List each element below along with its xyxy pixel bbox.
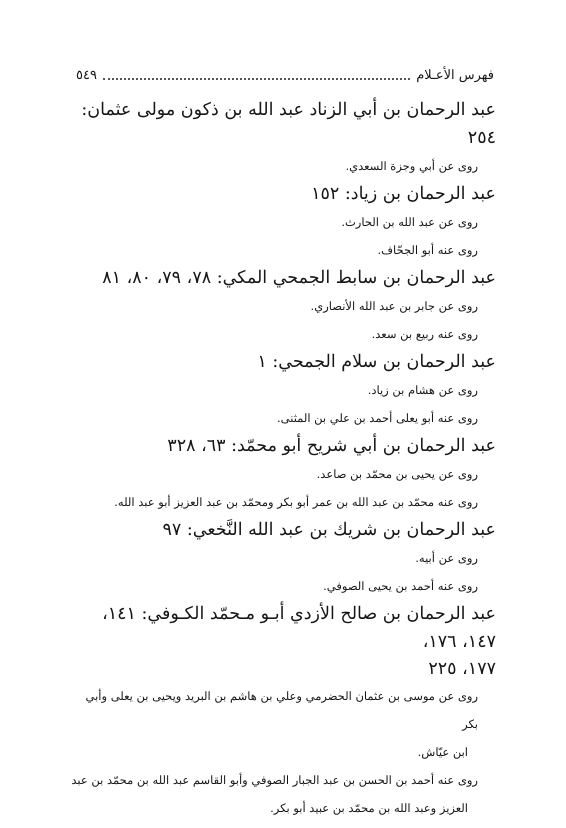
entry-line: روى عن هشام بن زياد. (367, 383, 478, 397)
index-entry (66, 180, 496, 264)
index-entry (66, 516, 496, 600)
entry-line: روى عن جابر بن عبد الله الأنصاري. (310, 299, 478, 313)
entry-heading: عبد الرحمان بن شريك بن عبد الله النَّخعي: ٩٧ (162, 520, 496, 540)
index-entry (66, 264, 496, 348)
index-entry (66, 96, 496, 180)
index-entry (66, 432, 496, 516)
entry-line: روى عنه ربيع بن سعد. (371, 327, 478, 341)
entry-line: روى عنه محمّد بن عبد الله بن عمر أبو بكر ومحمّد بن عبد العزيز أبو عبد الله. (114, 495, 478, 509)
entry-heading: عبد الرحمان بن صالح الأزدي أبـو مـحمّد الكـوفي: ١٤١، ١٤٧، ١٧٦، (102, 604, 496, 652)
entry-heading: عبد الرحمان بن سلام الجمحي: ١ (257, 352, 496, 372)
index-entries (66, 96, 496, 822)
page-header (76, 64, 494, 86)
entry-heading: عبد الرحمان بن أبي شريح أبو محمّد: ٦٣، ٣٢٨ (167, 436, 496, 456)
index-entry (66, 600, 496, 822)
entry-line: روى عن موسى بن عثمان الحضرمي وعلي بن هاشم بن البريد ويحيى بن يعلى وأبي بكر (85, 689, 478, 731)
entry-line: روى عن عبد الله بن الحارث. (341, 215, 478, 229)
entry-line: روى عن يحيى بن محمّد بن صاعد. (316, 467, 478, 481)
entry-line: روى عن أبي وجزة السعدي. (345, 159, 478, 173)
entry-line: روى عنه أبو الجحّاف. (377, 243, 478, 257)
entry-line: روى عنه أحمد بن الحسن بن عبد الجبار الصوفي وأبو القاسم عبد الله بن محمّد بن عبد (71, 773, 478, 787)
entry-heading-continuation: ١٧٧، ٢٢٥ (428, 659, 496, 679)
entry-line: روى عنه أبو يعلى أحمد بن علي بن المثنى. (276, 411, 478, 425)
entry-heading: عبد الرحمان بن أبي الزناد عبد الله بن ذكون مولى عثمان: ٢٥٤ (81, 100, 496, 148)
entry-line: ابن عيّاش. (417, 745, 468, 759)
header-title: فهرس الأعـلام (416, 67, 494, 83)
page-number: ٥٤٩ (76, 67, 97, 83)
entry-line: روى عن أبيه. (415, 551, 478, 565)
index-entry (66, 348, 496, 432)
entry-heading: عبد الرحمان بن سابط الجمحي المكي: ٧٨، ٧٩، ٨٠، ٨١ (102, 268, 496, 288)
entry-heading: عبد الرحمان بن زياد: ١٥٢ (311, 184, 496, 204)
entry-line: روى عنه أحمد بن يحيى الصوفي. (323, 579, 478, 593)
entry-line: العزيز وعبد الله بن محمّد بن عبيد أبو بكر. (270, 801, 468, 815)
header-dot-leader (103, 70, 410, 80)
